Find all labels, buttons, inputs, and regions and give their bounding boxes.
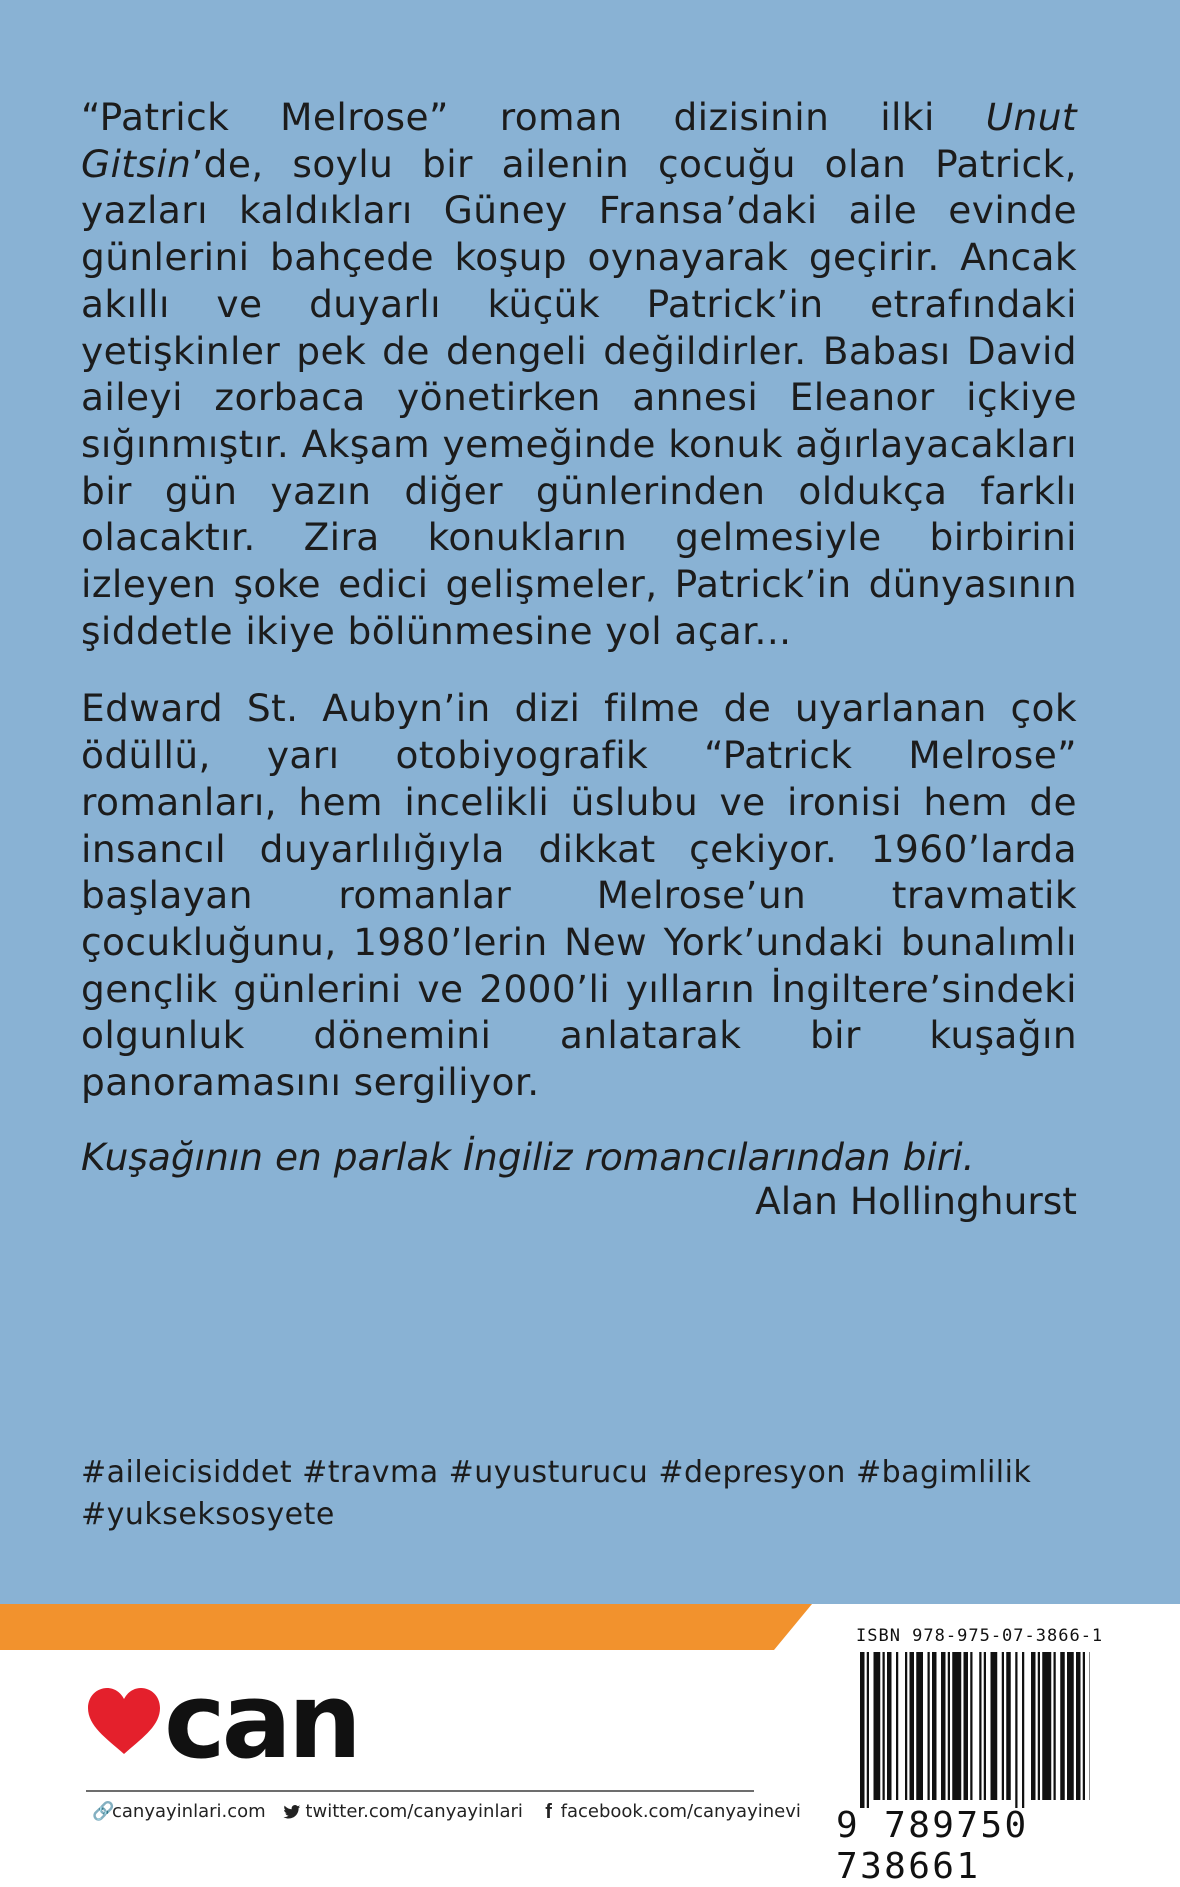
review-quote bbox=[81, 1135, 1077, 1223]
barcode-bar bbox=[1042, 1652, 1051, 1800]
barcode-bar bbox=[1054, 1652, 1056, 1800]
barcode-bar bbox=[896, 1652, 898, 1800]
barcode-bar bbox=[941, 1652, 946, 1800]
barcode-bar bbox=[991, 1652, 998, 1800]
heart-icon bbox=[86, 1686, 162, 1756]
barcode-bar bbox=[1067, 1652, 1074, 1800]
barcode-bar bbox=[916, 1652, 923, 1800]
link-icon: 🔗 bbox=[92, 1801, 115, 1822]
social-links bbox=[92, 1800, 801, 1824]
barcode-bar bbox=[1002, 1652, 1004, 1800]
barcode-bar bbox=[1076, 1652, 1081, 1800]
blurb-paragraph-2: Edward St. Aubyn’in dizi filme de uyarlanan çok ödüllü, yarı otobiyografik “Patrick Melrose” romanları, hem incelikli üslubu ve ironisi hem de insancıl duyarlılığıyla dikkat çekiyor. 1960’larda başlayan romanlar Melrose’un travmatik çocukluğunu, 1980’lerin New York’undaki bunalımlı gençlik günlerini ve 2000’li yılların İngiltere’sindeki olgunluk dönemini anlatarak bir kuşağın panoramasını sergiliyor. bbox=[81, 686, 1077, 1105]
barcode-bar bbox=[1038, 1652, 1040, 1800]
facebook-icon: f bbox=[545, 1801, 552, 1823]
book-title: Unut Gitsin bbox=[81, 95, 1077, 186]
blurb bbox=[81, 94, 1077, 1223]
barcode-bar bbox=[964, 1652, 969, 1800]
barcode bbox=[858, 1652, 1090, 1808]
publisher-name: can bbox=[164, 1660, 358, 1782]
quote-text: Kuşağının en parlak İngiliz romancılarından biri. bbox=[81, 1134, 975, 1179]
barcode-bar bbox=[932, 1652, 937, 1800]
twitter-link[interactable]: twitter.com/canyayinlari bbox=[305, 1801, 523, 1822]
barcode-bar bbox=[984, 1652, 986, 1800]
hashtags-line-1: #aileicisiddet #travma #uyusturucu #depresyon #bagimlilik bbox=[81, 1455, 1032, 1490]
isbn-label: ISBN 978-975-07-3866-1 bbox=[856, 1626, 1104, 1646]
barcode-bar bbox=[1083, 1652, 1085, 1800]
barcode-bar bbox=[1015, 1652, 1017, 1808]
hashtags bbox=[81, 1452, 1081, 1536]
barcode-bar bbox=[1090, 1652, 1091, 1800]
footer-divider bbox=[86, 1790, 754, 1792]
barcode-bar bbox=[883, 1652, 885, 1800]
barcode-bar bbox=[867, 1652, 869, 1808]
blurb-p1-body: ’de, soylu bir ailenin çocuğu olan Patrick, yazları kaldıkları Güney Fransa’daki aile evinde günlerini bahçede koşup oynayarak geçirir. Ancak akıllı ve duyarlı küçük Patrick’in etrafındaki yetişkinler pek de dengeli değildirler. Babası David aileyi zorbaca yönetirken annesi Eleanor içkiye sığınmıştır. Akşam yemeğinde konuk ağırlayacakları bir gün yazın diğer günlerinden oldukça farklı olacaktır. Zira konukların gelmesiyle birbirini izleyen şoke edici gelişmeler, Patrick’in dünyasının şiddetle ikiye bölünmesine yol açar... bbox=[81, 141, 1077, 653]
barcode-bar bbox=[928, 1652, 930, 1800]
barcode-bar bbox=[952, 1652, 961, 1800]
barcode-bar bbox=[979, 1652, 981, 1800]
barcode-bar bbox=[1031, 1652, 1036, 1800]
barcode-bar bbox=[970, 1652, 972, 1800]
barcode-bar bbox=[948, 1652, 950, 1800]
barcode-bar bbox=[905, 1652, 907, 1800]
barcode-bar bbox=[1060, 1652, 1065, 1800]
barcode-bar bbox=[860, 1652, 865, 1808]
facebook-link[interactable]: facebook.com/canyayinevi bbox=[560, 1801, 801, 1822]
quote-author: Alan Hollinghurst bbox=[755, 1178, 1077, 1223]
barcode-bar bbox=[1006, 1652, 1011, 1800]
barcode-bar bbox=[910, 1652, 915, 1800]
blurb-paragraph-1 bbox=[81, 94, 1077, 654]
website-link[interactable]: canyayinlari.com bbox=[112, 1801, 266, 1822]
blurb-p1-intro: “Patrick Melrose” roman dizisinin ilki bbox=[81, 95, 986, 139]
twitter-icon bbox=[283, 1805, 301, 1820]
barcode-bar bbox=[874, 1652, 881, 1800]
barcode-digits: 9 789750 738661 bbox=[836, 1805, 1029, 1887]
barcode-bar bbox=[1022, 1652, 1024, 1808]
hashtags-line-2: #yukseksosyete bbox=[81, 1497, 335, 1532]
barcode-bar bbox=[887, 1652, 892, 1800]
